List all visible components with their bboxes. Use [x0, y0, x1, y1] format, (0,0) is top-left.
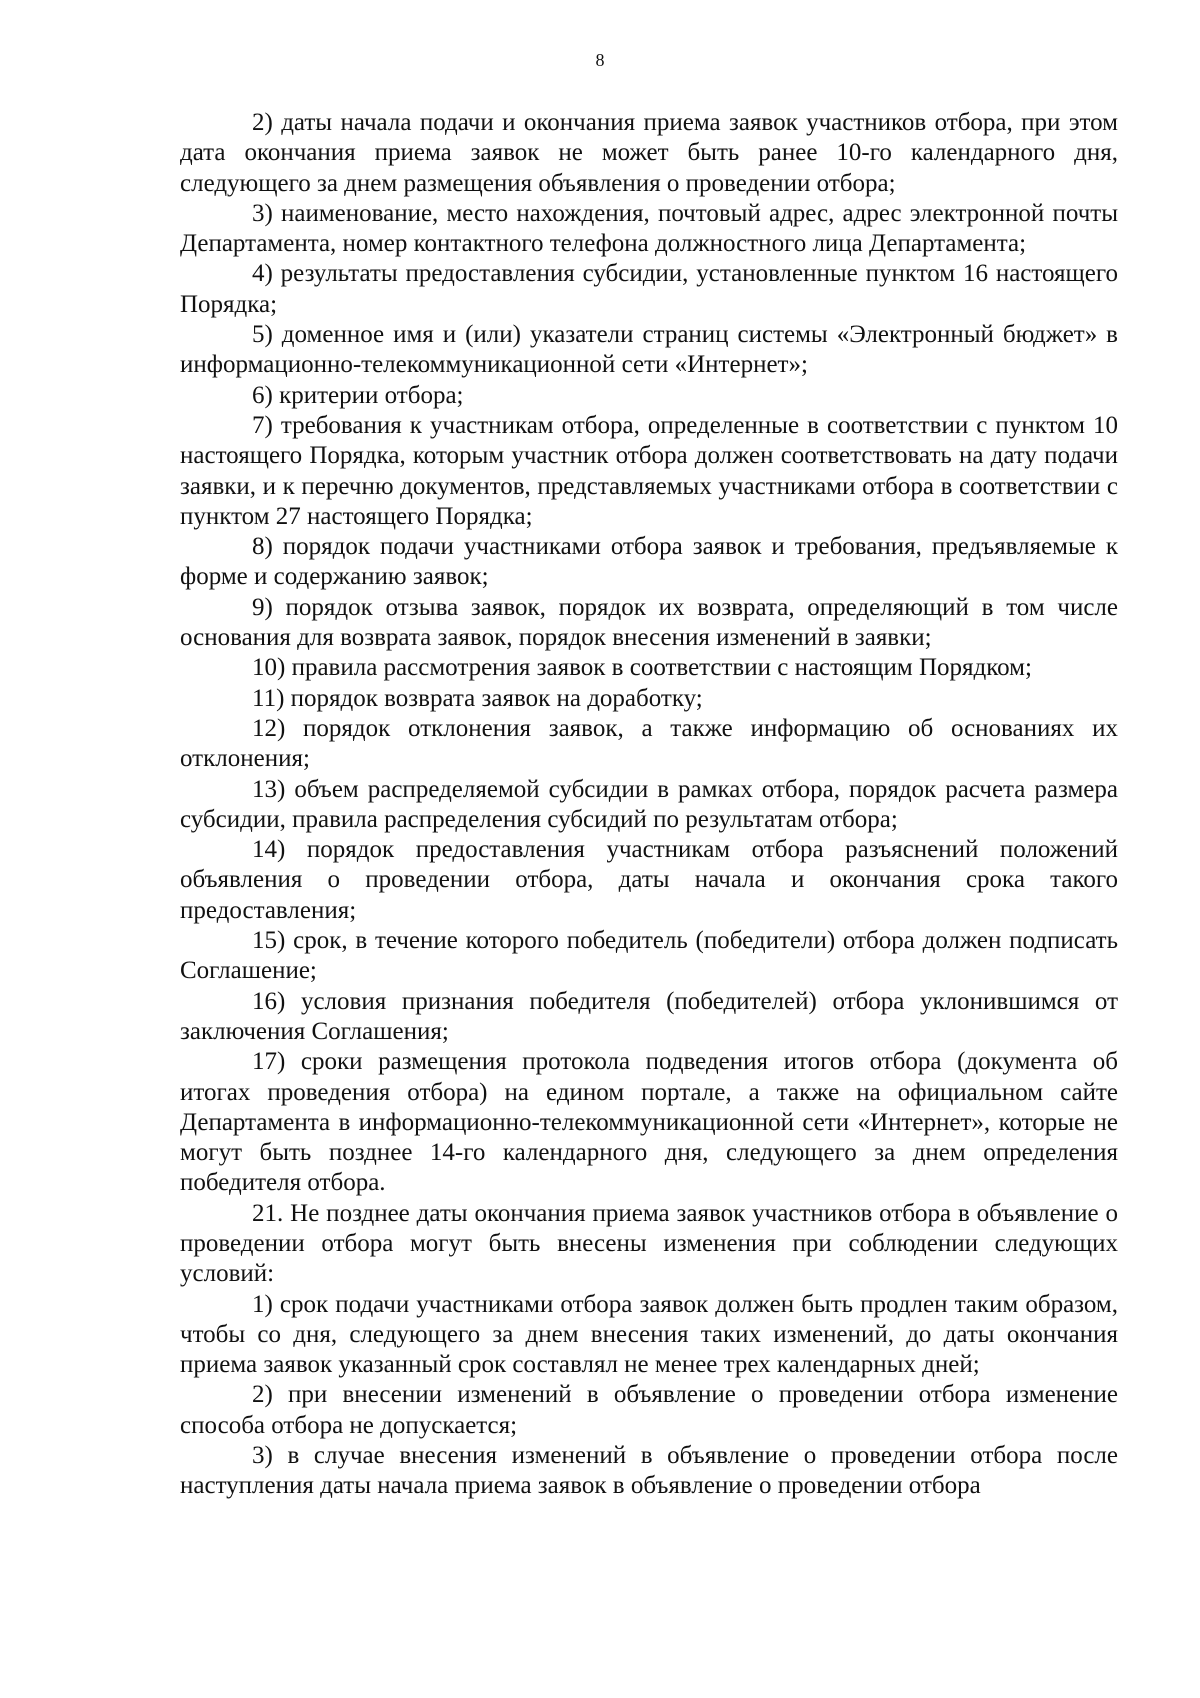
paragraph-item-12-rejection: 12) порядок отклонения заявок, а также информацию об основаниях их отклонения;: [180, 714, 1118, 773]
paragraph-item-14-clarifications: 14) порядок предоставления участникам отбора разъяснений положений объявления о проведении отбора, даты начала и окончания срока такого предоставления;: [180, 836, 1118, 924]
paragraph-item-11-return: 11) порядок возврата заявок на доработку;: [252, 684, 703, 712]
paragraph-item-2-dates: 2) даты начала подачи и окончания приема заявок участников отбора, при этом дата окончания приема заявок не может быть ранее 10-го календарного дня, следующего за днем размещения объявления о проведении отбора;: [180, 109, 1118, 197]
paragraph-item-3-contacts: 3) наименование, место нахождения, почтовый адрес, адрес электронной почты Департамента, номер контактного телефона должностного лица Департамента;: [180, 199, 1118, 258]
paragraph-item-6-criteria: 6) критерии отбора;: [252, 381, 464, 409]
paragraph-item-9-withdrawal: 9) порядок отзыва заявок, порядок их возврата, определяющий в том числе основания для возврата заявок, порядок внесения изменений в заявки;: [180, 593, 1118, 652]
document-body: [180, 108, 1118, 1502]
paragraph-clause-21-item-3: 3) в случае внесения изменений в объявление о проведении отбора после наступления даты начала приема заявок в объявление о проведении отбора: [180, 1442, 1118, 1500]
paragraph-item-16-evasion: 16) условия признания победителя (победителей) отбора уклонившимся от заключения Соглашения;: [180, 987, 1118, 1045]
paragraph-item-17-protocol: 17) сроки размещения протокола подведения итогов отбора (документа об итогах проведения отбора) на едином портале, а также на официальном сайте Департамента в информационно-телекоммуникационной сети «Интернет», которые не могут быть позднее 14-го календарного дня, следующего за днем определения победителя отбора.: [180, 1048, 1118, 1197]
paragraph-item-13-volume: 13) объем распределяемой субсидии в рамках отбора, порядок расчета размера субсидии, правила распределения субсидий по результатам отбора;: [180, 775, 1118, 833]
paragraph-item-4-results: 4) результаты предоставления субсидии, установленные пунктом 16 настоящего Порядка;: [180, 260, 1118, 318]
paragraph-item-5-domain: 5) доменное имя и (или) указатели страниц системы «Электронный бюджет» в информационно-телекоммуникационной сети «Интернет»;: [180, 321, 1118, 379]
paragraph-clause-21: 21. Не позднее даты окончания приема заявок участников отбора в объявление о проведении отбора могут быть внесены изменения при соблюдении следующих условий:: [180, 1199, 1118, 1288]
paragraph-clause-21-item-2: 2) при внесении изменений в объявление о проведении отбора изменение способа отбора не допускается;: [180, 1381, 1118, 1439]
paragraph-item-10-review-rules: 10) правила рассмотрения заявок в соответствии с настоящим Порядком;: [252, 654, 1032, 682]
paragraph-clause-21-item-1: 1) срок подачи участниками отбора заявок должен быть продлен таким образом, чтобы со дня, следующего за днем внесения таких изменений, до даты окончания приема заявок указанный срок составлял не менее трех календарных дней;: [180, 1290, 1118, 1379]
paragraph-item-8-submission: 8) порядок подачи участниками отбора заявок и требования, предъявляемые к форме и содержанию заявок;: [180, 533, 1118, 591]
paragraph-item-7-requirements: 7) требования к участникам отбора, определенные в соответствии с пунктом 10 настоящего Порядка, которым участник отбора должен соответствовать на дату подачи заявки, и к перечню документов, представляемых участниками отбора в соответствии с пунктом 27 настоящего Порядка;: [180, 411, 1118, 530]
page-number: 8: [595, 50, 605, 70]
paragraph-item-15-signing-term: 15) срок, в течение которого победитель (победители) отбора должен подписать Соглашение;: [180, 927, 1118, 985]
